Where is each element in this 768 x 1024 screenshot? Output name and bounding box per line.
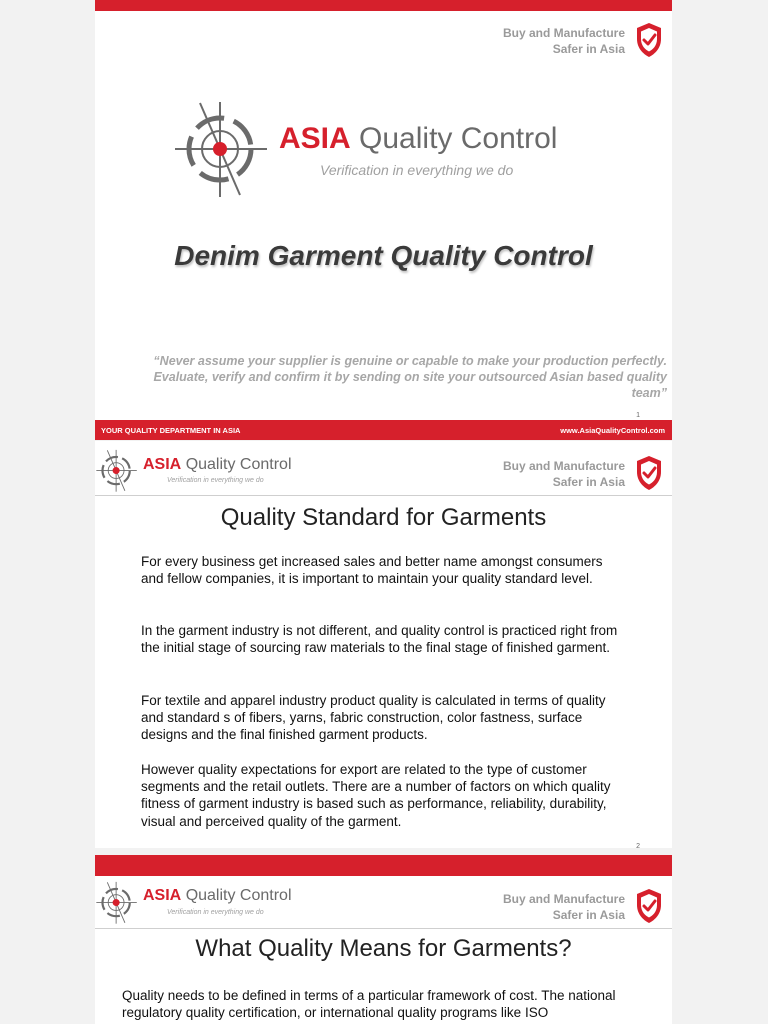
header-divider (95, 928, 672, 929)
company-logo-small (95, 881, 325, 925)
brand-tagline-line1: Buy and Manufacture (502, 26, 625, 40)
logo-word-asia: ASIA (143, 887, 182, 904)
brand-tagline-line1: Buy and Manufacture (502, 459, 625, 473)
page-title: Denim Garment Quality Control (174, 240, 593, 271)
quote-line: team” (631, 386, 667, 400)
quote-line: Evaluate, verify and confirm it by sending on site your outsourced Asian based quality (153, 370, 667, 384)
body-paragraph: Quality needs to be defined in terms of a particular framework of cost. The national regulatory quality certification, or international quality programs like ISO (122, 988, 616, 1021)
slide-2 (95, 441, 672, 848)
logo-word-quality-control: Quality Control (185, 456, 292, 473)
quote-line: “Never assume your supplier is genuine or capable to make your production perfectly. (153, 354, 667, 368)
header-divider (95, 495, 672, 496)
brand-tagline-line1: Buy and Manufacture (502, 892, 625, 906)
logo-tagline: Verification in everything we do (167, 477, 264, 484)
brand-tagline (503, 458, 625, 490)
slide-1 (95, 0, 672, 420)
page-number: 1 (636, 412, 640, 419)
logo-wordmark (143, 456, 292, 474)
body-paragraph: For textile and apparel industry product quality is calculated in terms of quality and standard s of fibers, yarns, fabric construction, color fastness, surface designs and the final finished garment products. (141, 693, 606, 743)
top-red-bar (95, 0, 672, 11)
logo-tagline: Verification in everything we do (167, 909, 264, 916)
crosshair-target-icon (95, 881, 139, 925)
logo-wordmark (279, 122, 557, 156)
brand-tagline-line2: Safer in Asia (552, 42, 625, 56)
crosshair-target-icon (95, 449, 139, 493)
company-logo-large (172, 100, 592, 200)
logo-tagline: Verification in everything we do (320, 162, 514, 178)
slide-3 (95, 855, 672, 1024)
page-number: 2 (636, 843, 640, 848)
logo-word-quality-control: Quality Control (359, 122, 558, 155)
body-paragraph: For every business get increased sales and better name amongst consumers and fellow companies, it is important to maintain your quality standard level. (141, 554, 603, 587)
logo-word-quality-control: Quality Control (185, 887, 292, 904)
shield-check-icon (635, 455, 663, 491)
company-logo-small (95, 449, 325, 493)
logo-wordmark (143, 887, 292, 905)
logo-word-asia: ASIA (279, 122, 351, 155)
shield-check-icon (635, 22, 663, 58)
shield-check-icon (635, 888, 663, 924)
crosshair-target-icon (172, 100, 272, 200)
slide-title: Quality Standard for Garments (220, 504, 547, 531)
supplier-quote (135, 353, 667, 401)
footer-website-link[interactable]: www.AsiaQualityControl.com (560, 426, 665, 435)
brand-tagline (503, 891, 625, 923)
slide-title: What Quality Means for Garments? (195, 935, 572, 962)
body-paragraph: In the garment industry is not different, and quality control is practiced right from the initial stage of sourcing raw materials to the final stage of finished garment. (141, 623, 618, 656)
footer-department-text: YOUR QUALITY DEPARTMENT IN ASIA (101, 426, 241, 435)
brand-tagline (503, 25, 625, 57)
slide-footer (95, 420, 672, 440)
logo-word-asia: ASIA (143, 456, 182, 473)
top-red-bar (95, 855, 672, 876)
brand-tagline-line2: Safer in Asia (552, 908, 625, 922)
body-paragraph: However quality expectations for export are related to the type of customer segments and the retail outlets. There are a number of factors on which quality fitness of garment industry is based such as performance, reliability, durability, visual and perceived quality of the garment. (141, 762, 611, 829)
brand-tagline-line2: Safer in Asia (552, 475, 625, 489)
